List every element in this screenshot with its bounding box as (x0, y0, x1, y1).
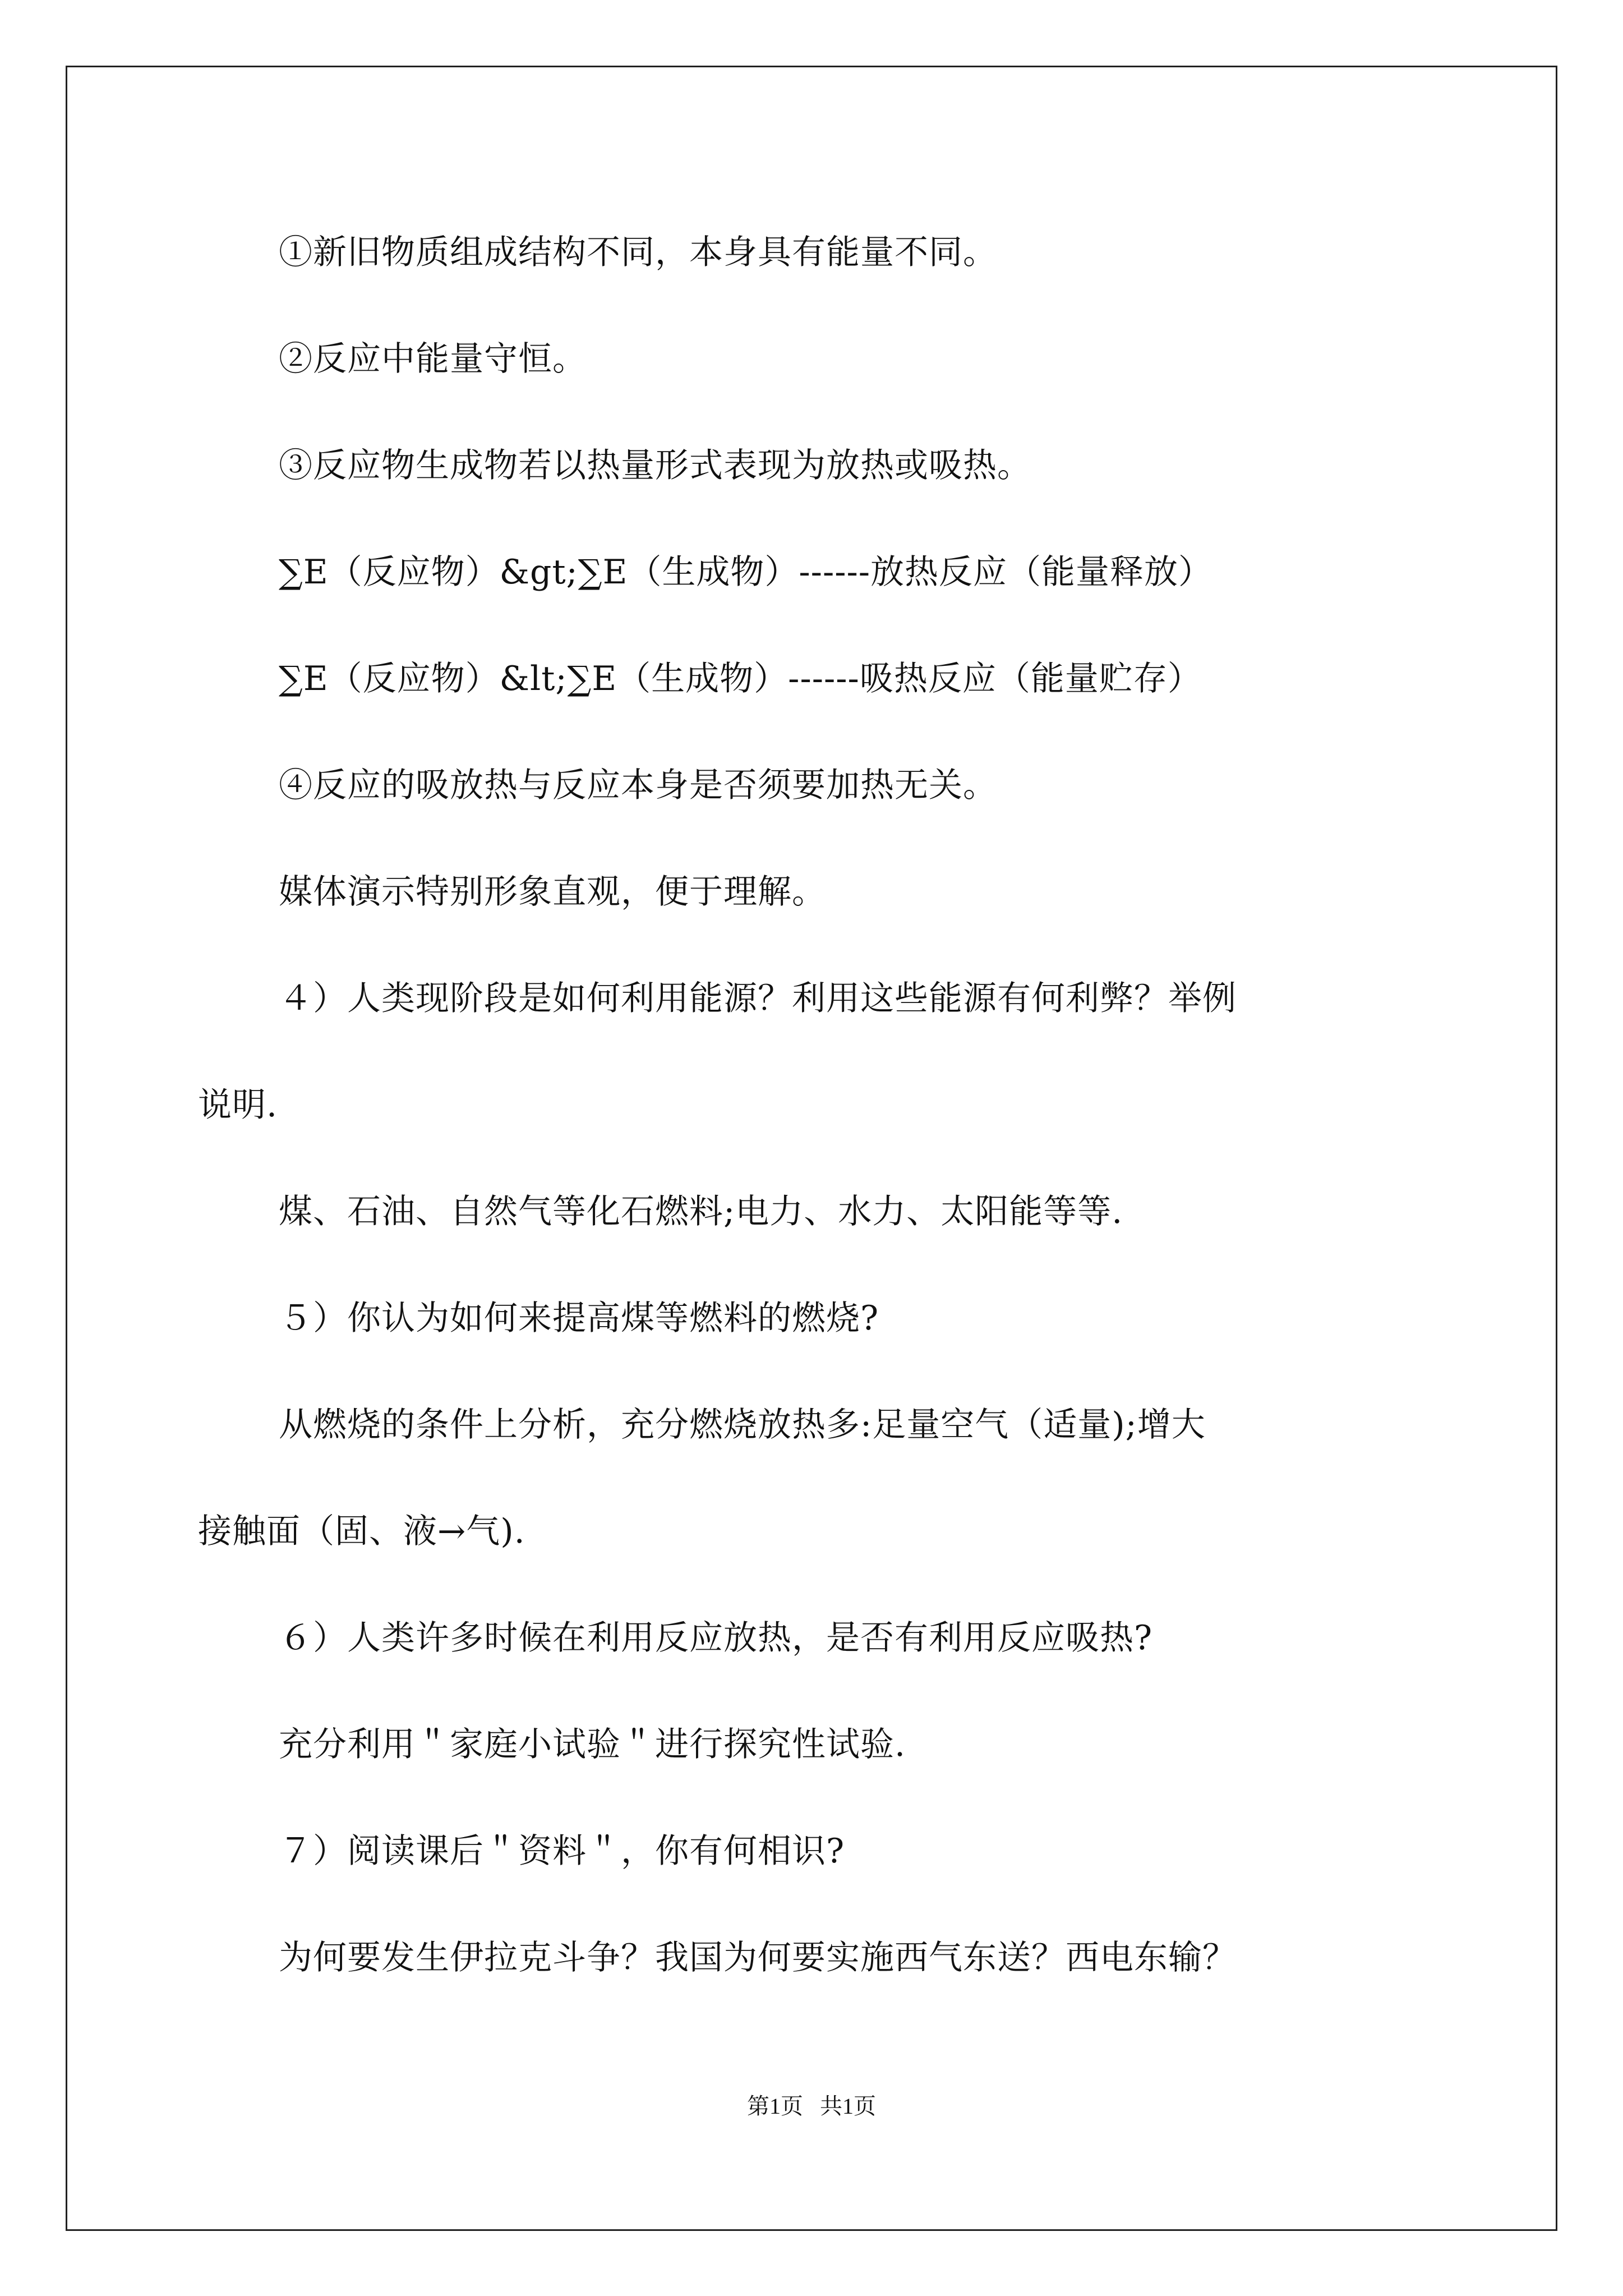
paragraph-line: 充分利用＂家庭小试验＂进行探究性试验. (279, 1725, 906, 1764)
page-border (66, 66, 1557, 2231)
paragraph-line: ③反应物生成物若以热量形式表现为放热或吸热。 (279, 446, 1031, 485)
paragraph-line: 为何要发生伊拉克斗争？我国为何要实施西气东送？西电东输？ (279, 1938, 1237, 1977)
paragraph-line: 从燃烧的条件上分析，充分燃烧放热多:足量空气（适量);增大 (279, 1405, 1206, 1444)
paragraph-line: ４）人类现阶段是如何利用能源？利用这些能源有何利弊？举例 (279, 979, 1237, 1018)
paragraph-line: ∑E（反应物）&lt;∑E（生成物）------吸热反应（能量贮存） (279, 659, 1202, 698)
paragraph-line: ①新旧物质组成结构不同，本身具有能量不同。 (279, 233, 997, 272)
paragraph-line: 煤、石油、自然气等化石燃料;电力、水力、太阳能等等. (279, 1192, 1123, 1231)
paragraph-line: ７）阅读课后＂资料＂，你有何相识? (279, 1832, 845, 1871)
paragraph-line: ６）人类许多时候在利用反应放热，是否有利用反应吸热? (279, 1618, 1153, 1658)
paragraph-line: ∑E（反应物）&gt;∑E（生成物）------放热反应（能量释放） (279, 553, 1213, 592)
page-footer: 第1页 共1页 (747, 2093, 876, 2119)
paragraph-line: ５）你认为如何来提高煤等燃料的燃烧? (279, 1299, 879, 1338)
paragraph-line: ④反应的吸放热与反应本身是否须要加热无关。 (279, 766, 997, 805)
paragraph-line: 媒体演示特别形象直观，便于理解。 (279, 872, 826, 912)
paragraph-line: 接触面（固、液→气). (198, 1512, 525, 1551)
paragraph-line: 说明. (198, 1085, 278, 1125)
paragraph-line: ②反应中能量守恒。 (279, 339, 587, 379)
